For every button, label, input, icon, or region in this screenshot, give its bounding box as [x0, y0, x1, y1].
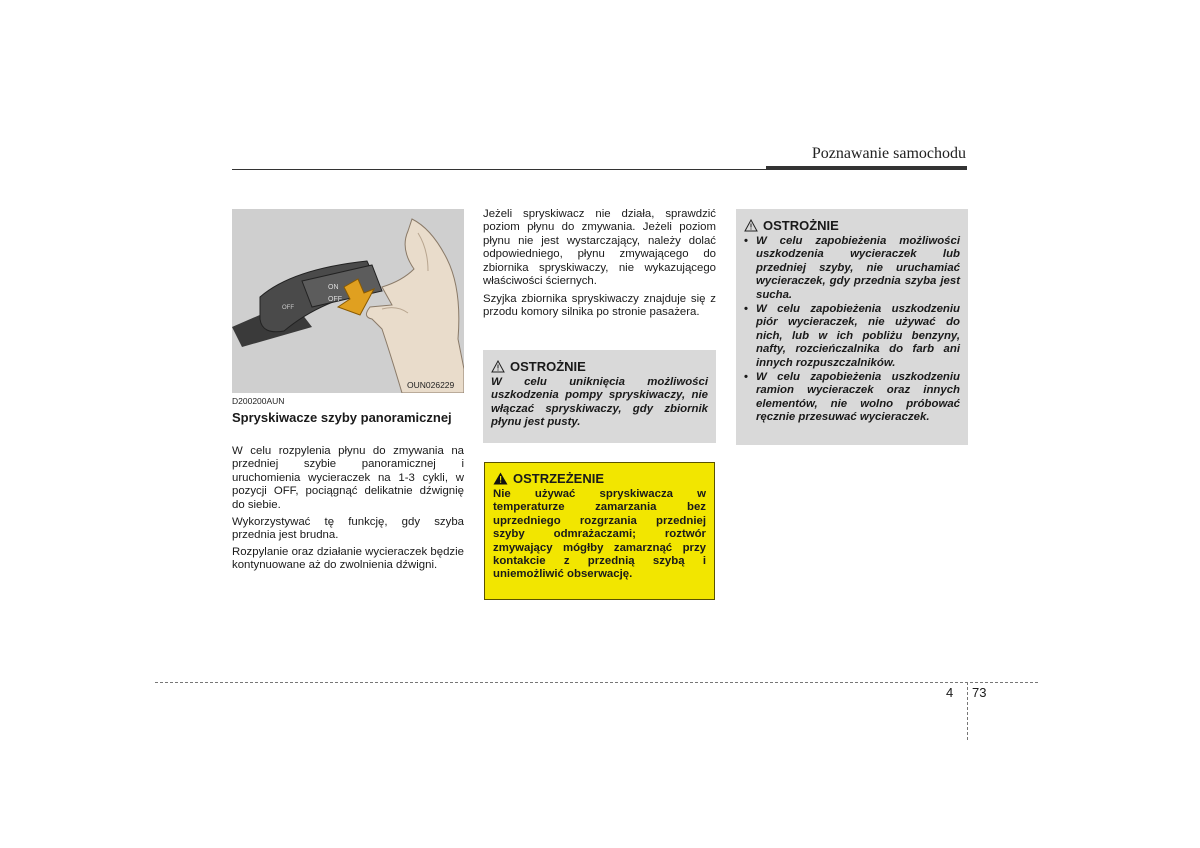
- body-paragraph: W celu rozpylenia płynu do zmywania na przedniej szybie panoramicznej i uruchomienia wycieraczek na 1-3 cykli, w pozycji OFF, pociągnąć delikatnie dźwignię do siebie.: [232, 445, 464, 511]
- svg-text:OFF: OFF: [328, 296, 342, 303]
- caution-triangle-icon: [744, 219, 758, 232]
- warning-triangle-icon: [493, 472, 508, 485]
- page-number: 73: [972, 685, 987, 700]
- warning-text: Nie używać spryskiwacza w temperaturze zamarzania bez uprzedniego rozgrzania przedniej szyby odmrażaczami; roztwór zmywający mógłby zamarznąć przy kontakcie z przednią szybą i uniemożliwić obserwację.: [493, 488, 706, 581]
- caution-box: [483, 350, 716, 443]
- body-paragraph: Szyjka zbiornika spryskiwaczy znajduje się z przodu komory silnika po stronie pasażera.: [483, 293, 716, 319]
- svg-text:ON: ON: [328, 284, 339, 291]
- page-chapter-number: 4: [946, 685, 954, 700]
- section-title: Spryskiwacze szyby panoramicznej: [232, 410, 452, 425]
- body-paragraph: Rozpylanie oraz działanie wycieraczek będzie kontynuowane aż do zwolnienia dźwigni.: [232, 546, 464, 572]
- warning-title: OSTRZEŻENIE: [513, 471, 605, 486]
- footer-divider: [967, 682, 968, 740]
- wiper-lever-drawing: [232, 209, 464, 393]
- caution-box-list: [736, 209, 968, 445]
- caution-list-item: • W celu zapobieżenia możliwości uszkodzenia wycieraczek lub przedniej szyby, nie uruchamiać wycieraczek, gdy przednia szyba jest sucha.: [744, 235, 960, 302]
- caution-title: OSTROŻNIE: [763, 218, 839, 233]
- section-code: D200200AUN: [232, 396, 285, 406]
- footer-rule: [155, 682, 1038, 683]
- header-rule-thick: [766, 166, 967, 170]
- caution-triangle-icon: [491, 360, 505, 373]
- body-paragraph: Wykorzystywać tę funkcję, gdy szyba przednia jest brudna.: [232, 516, 464, 542]
- caution-text: W celu uniknięcia możliwości uszkodzenia pompy spryskiwaczy, nie włączać spryskiwaczy, gdy zbiornik płynu jest pusty.: [491, 376, 708, 429]
- figure-code: OUN026229: [407, 380, 455, 390]
- wiper-lever-illustration: [232, 209, 464, 393]
- caution-list-item: • W celu zapobieżenia uszkodzeniu piór wycieraczek, nie używać do nich, lub w ich pobliżu benzyny, nafty, rozcieńczalnika do farb ani innych rozpuszczalników.: [744, 303, 960, 370]
- page-header-title: Poznawanie samochodu: [811, 145, 966, 162]
- caution-list-item: • W celu zapobieżenia uszkodzeniu ramion wycieraczek oraz innych elementów, nie wolno próbować ręcznie przesuwać wycieraczek.: [744, 371, 960, 425]
- caution-list: [744, 235, 960, 425]
- body-paragraph: Jeżeli spryskiwacz nie działa, sprawdzić poziom płynu do zmywania. Jeżeli poziom płynu nie jest wystarczający, należy dolać odpowiedniego, płynu zmywającego do zbiornika spryskiwaczy, nie wykazującego właściwości ściernych.: [483, 208, 716, 288]
- warning-box: [484, 462, 715, 600]
- header-rule: [232, 169, 766, 170]
- caution-title: OSTROŻNIE: [510, 359, 586, 374]
- svg-text:OFF: OFF: [282, 305, 294, 311]
